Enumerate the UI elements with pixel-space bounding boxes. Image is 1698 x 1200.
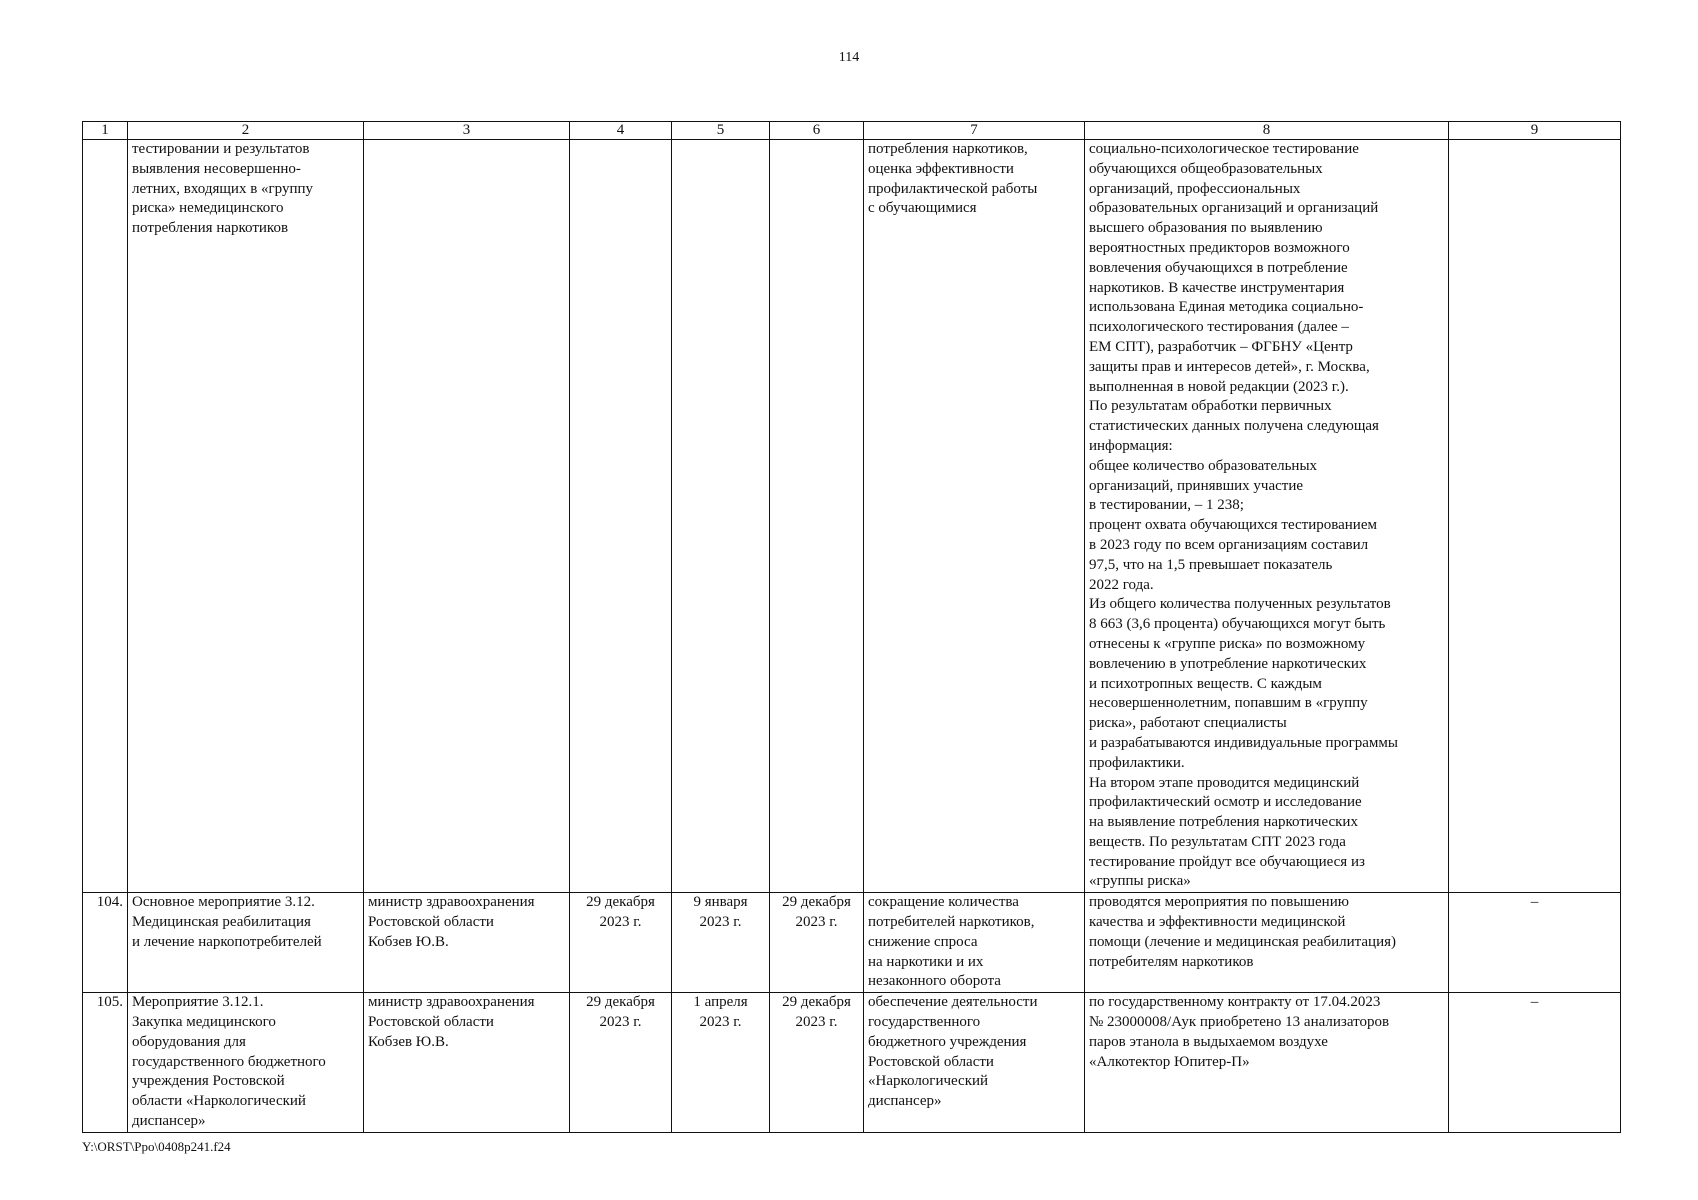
actual-start-cell [672, 140, 770, 893]
column-header: 9 [1449, 122, 1621, 140]
actual-start-cell: 1 апреля 2023 г. [672, 993, 770, 1133]
actual-start-cell: 9 января 2023 г. [672, 893, 770, 993]
actual-end-cell [770, 140, 864, 893]
row-number: 105. [83, 993, 128, 1133]
planned-date-cell: 29 декабря 2023 г. [570, 893, 672, 993]
planned-date-cell: 29 декабря 2023 г. [570, 993, 672, 1133]
row-number: 104. [83, 893, 128, 993]
achieved-result-cell: по государственному контракту от 17.04.2023 № 23000008/Аук приобретено 13 анализаторов паров этанола в выдыхаемом воздухе «Алкотектор Юпитер-П» [1085, 993, 1449, 1133]
responsible-cell: министр здравоохранения Ростовской области Кобзев Ю.В. [364, 893, 570, 993]
report-table [82, 121, 1621, 1133]
problems-cell [1449, 140, 1621, 893]
responsible-cell: министр здравоохранения Ростовской области Кобзев Ю.В. [364, 993, 570, 1133]
page-number: 114 [838, 50, 860, 65]
expected-result-cell: обеспечение деятельности государственного бюджетного учреждения Ростовской области «Наркологический диспансер» [864, 993, 1085, 1133]
table-row [83, 140, 1621, 893]
column-header: 8 [1085, 122, 1449, 140]
problems-cell: – [1449, 893, 1621, 993]
planned-date-cell [570, 140, 672, 893]
column-header: 3 [364, 122, 570, 140]
column-header: 1 [83, 122, 128, 140]
expected-result-cell: сокращение количества потребителей наркотиков, снижение спроса на наркотики и их незаконного оборота [864, 893, 1085, 993]
achieved-result-cell: проводятся мероприятия по повышению качества и эффективности медицинской помощи (лечение и медицинская реабилитация) потребителям наркотиков [1085, 893, 1449, 993]
footer-file-path: Y:\ORST\Ppo\0408p241.f24 [82, 1139, 231, 1154]
actual-end-cell: 29 декабря 2023 г. [770, 893, 864, 993]
event-cell: Мероприятие 3.12.1. Закупка медицинского оборудования для государственного бюджетного учреждения Ростовской области «Наркологический диспансер» [128, 993, 364, 1133]
expected-result-cell: потребления наркотиков, оценка эффективности профилактической работы с обучающимися [864, 140, 1085, 893]
row-number [83, 140, 128, 893]
column-header: 6 [770, 122, 864, 140]
table-row [83, 993, 1621, 1133]
achieved-result-cell: социально-психологическое тестирование обучающихся общеобразовательных организаций, профессиональных образовательных организаций и организаций высшего образования по выявлению вероятностных предикторов возможного вовлечения обучающихся в потребление наркотиков. В качестве инструментария использована Единая методика социально- психологического тестирования (далее – ЕМ СПТ), разработчик – ФГБНУ «Центр защиты прав и интересов детей», г. Москва, выполненная в новой редакции (2023 г.). По результатам обработки первичных статистических данных получена следующая информация: общее количество образовательных организаций, принявших участие в тестировании, – 1 238; процент охвата обучающихся тестированием в 2023 году по всем организациям составил 97,5, что на 1,5 превышает показатель 2022 года. Из общего количества полученных результатов 8 663 (3,6 процента) обучающихся могут быть отнесены к «группе риска» по возможному вовлечению в употребление наркотических и психотропных веществ. С каждым несовершеннолетним, попавшим в «группу риска», работают специалисты и разрабатываются индивидуальные программы профилактики. На втором этапе проводится медицинский профилактический осмотр и исследование на выявление потребления наркотических веществ. По результатам СПТ 2023 года тестирование пройдут все обучающиеся из «группы риска» [1085, 140, 1449, 893]
actual-end-cell: 29 декабря 2023 г. [770, 993, 864, 1133]
column-header: 2 [128, 122, 364, 140]
column-number-row [83, 122, 1621, 140]
responsible-cell [364, 140, 570, 893]
event-cell: тестировании и результатов выявления несовершенно- летних, входящих в «группу риска» немедицинского потребления наркотиков [128, 140, 364, 893]
column-header: 4 [570, 122, 672, 140]
problems-cell: – [1449, 993, 1621, 1133]
column-header: 5 [672, 122, 770, 140]
column-header: 7 [864, 122, 1085, 140]
table-row [83, 893, 1621, 993]
event-cell: Основное мероприятие 3.12. Медицинская реабилитация и лечение наркопотребителей [128, 893, 364, 993]
